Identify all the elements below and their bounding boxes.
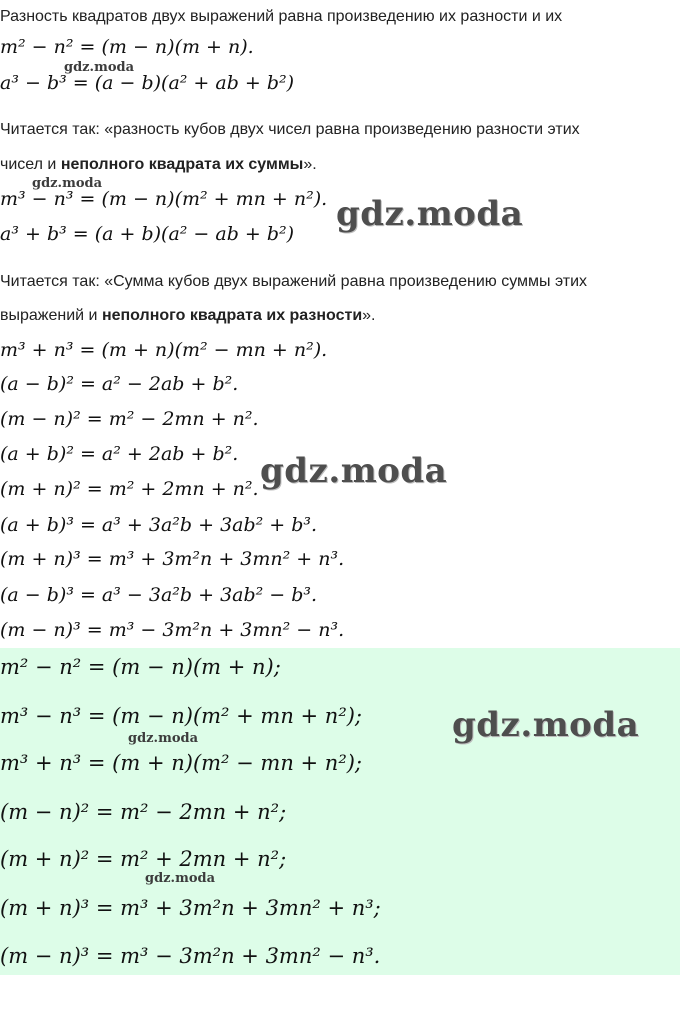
cubes-sum-reading-line1: Читается так: «Сумма кубов двух выражений равна произведению суммы этих [0, 273, 588, 290]
answer-formula: (m + n)³ = m³ + 3m²n + 3mn² + n³; [0, 896, 381, 920]
formula-list-item: (a + b)³ = a³ + 3a²b + 3ab² + b³. [0, 514, 318, 536]
reading-text: чисел и [0, 156, 61, 173]
reading-text: выражений и [0, 307, 102, 324]
formula-list-item: (a + b)² = a² + 2ab + b². [0, 443, 239, 465]
watermark-large: gdz.moda [336, 194, 524, 234]
reading-bold: неполного квадрата их разности [101, 307, 363, 324]
formula-list-item: (m − n)² = m² − 2mn + n². [0, 408, 259, 430]
formula-cubes-diff-2: a³ + b³ = (a + b)(a² − ab + b²) [0, 223, 295, 245]
formula-list-item: m³ + n³ = (m + n)(m² − mn + n²). [0, 339, 328, 361]
answer-formula: (m − n)² = m² − 2mn + n²; [0, 800, 287, 824]
reading-end: ». [362, 307, 376, 324]
cubes-sum-reading-line2 [0, 307, 376, 325]
formula-list-item: (m + n)³ = m³ + 3m²n + 3mn² + n³. [0, 548, 345, 570]
answer-formula: m³ + n³ = (m + n)(m² − mn + n²); [0, 751, 363, 775]
cubes-diff-reading-line2 [0, 156, 317, 174]
formula-list-item: (a − b)² = a² − 2ab + b². [0, 373, 239, 395]
watermark-small: gdz.moda [145, 871, 216, 886]
watermark-large: gdz.moda [260, 451, 448, 491]
formula-intro-1: m² − n² = (m − n)(m + n). [0, 36, 254, 58]
formula-list-item: (m − n)³ = m³ − 3m²n + 3mn² − n³. [0, 619, 345, 641]
formula-cubes-diff-1: m³ − n³ = (m − n)(m² + mn + n²). [0, 188, 328, 210]
watermark-small: gdz.moda [64, 60, 135, 75]
formula-intro-2: a³ − b³ = (a − b)(a² + ab + b²) [0, 72, 295, 94]
watermark-large: gdz.moda [452, 705, 640, 745]
watermark-small: gdz.moda [128, 731, 199, 746]
reading-end: ». [303, 156, 317, 173]
reading-bold: неполного квадрата их суммы [60, 156, 304, 173]
cubes-diff-reading-line1: Читается так: «разность кубов двух чисел равна произведению разности этих [0, 121, 580, 138]
answer-formula: (m + n)² = m² + 2mn + n²; [0, 847, 287, 871]
answer-formula: m² − n² = (m − n)(m + n); [0, 655, 281, 679]
formula-list-item: (m + n)² = m² + 2mn + n². [0, 478, 259, 500]
formula-list-item: (a − b)³ = a³ − 3a²b + 3ab² − b³. [0, 584, 318, 606]
intro-text: Разность квадратов двух выражений равна произведению их разности и их [0, 8, 563, 25]
answer-formula: m³ − n³ = (m − n)(m² + mn + n²); [0, 704, 363, 728]
answer-formula: (m − n)³ = m³ − 3m²n + 3mn² − n³. [0, 944, 381, 968]
watermark-small: gdz.moda [32, 176, 103, 191]
